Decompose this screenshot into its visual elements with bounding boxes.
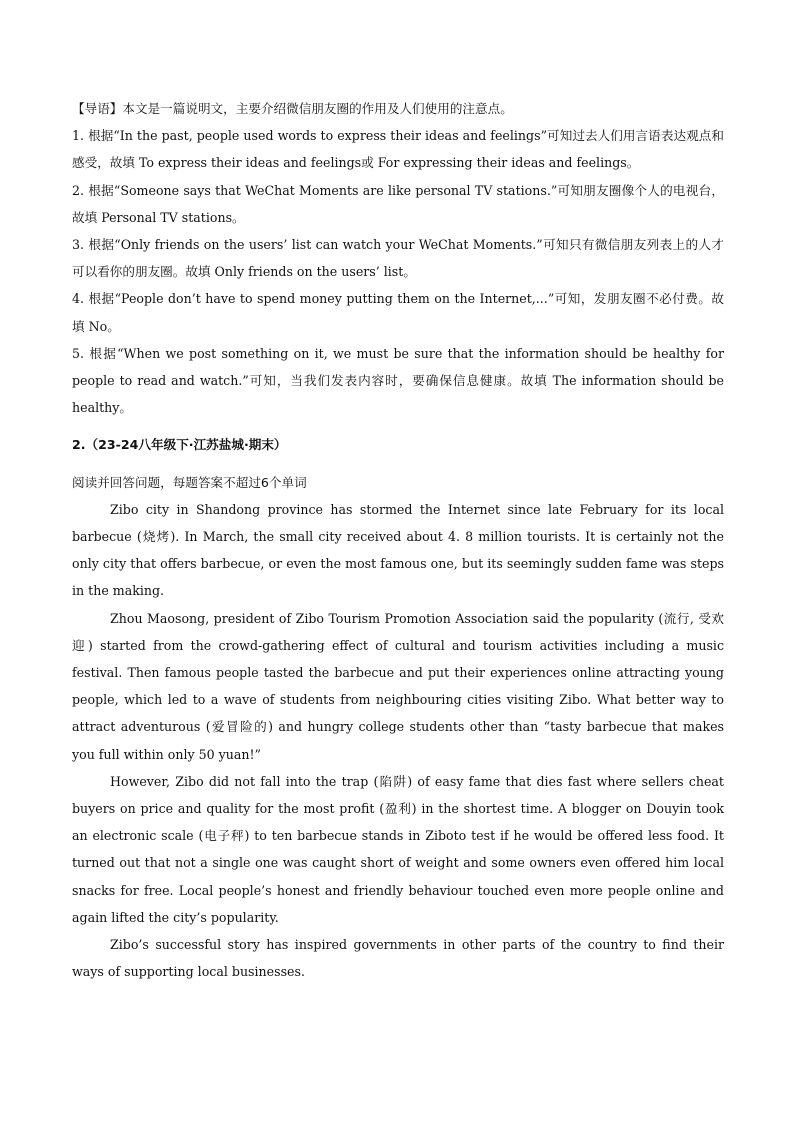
passage-paragraph-4: Zibo’s successful story has inspired governments in other parts of the country to find their ways of supporting local businesses. <box>72 937 724 980</box>
answer-1: 1. 根据“In the past, people used words to express their ideas and feelings”可知过去人们用言语表达观点和感受，故填 To express their ideas and feelings或 For expressing their ideas and feelings。 <box>72 128 724 171</box>
answer-5: 5. 根据“When we post something on it, we must be sure that the information should be healthy for people to read and watch.”可知，当我们发表内容时，要确保信息健康。故填 The information should be healthy。 <box>72 345 724 416</box>
answer-4: 4. 根据“People don’t have to spend money putting them on the Internet,...”可知，发朋友圈不必付费。故填 No。 <box>72 291 724 334</box>
passage-paragraph-3: However, Zibo did not fall into the trap (陷阱) of easy fame that dies fast where sellers cheat buyers on price and quality for the most profit (盈利) in the shortest time. A blogger on Douyin took an electronic scale (电子秤) to ten barbecue stands in Ziboto test if he would be offered less food. It turned out that not a single one was caught short of weight and some owners even offered him local snacks for free. Local people’s honest and friendly behaviour touched even more people online and again lifted the city’s popularity. <box>72 773 724 925</box>
intro-text: 【导语】本文是一篇说明文，主要介绍微信朋友圈的作用及人们使用的注意点。 <box>72 101 513 116</box>
answer-3: 3. 根据“Only friends on the users’ list can watch your WeChat Moments.”可知只有微信朋友列表上的人才可以看你的朋友圈。故填 Only friends on the users’ list。 <box>72 237 724 280</box>
passage-paragraph-1: Zibo city in Shandong province has stormed the Internet since late February for its local barbecue (烧烤). In March, the small city received about 4. 8 million tourists. It is certainly not the only city that offers barbecue, or even the most famous one, but its seemingly sudden fame was steps in the making. <box>72 501 724 599</box>
question-instruction: 阅读并回答问题，每题答案不超过6个单词 <box>72 474 307 490</box>
question-heading: 2.（23-24八年级下·江苏盐城·期末） <box>72 437 287 453</box>
answer-2: 2. 根据“Someone says that WeChat Moments are like personal TV stations.”可知朋友圈像个人的电视台，故填 Personal TV stations。 <box>72 182 724 225</box>
document-page <box>72 95 724 986</box>
passage-paragraph-2: Zhou Maosong, president of Zibo Tourism Promotion Association said the popularity (流行, 受欢迎) started from the crowd-gathering effect of cultural and tourism activities including a music festival. Then famous people tasted the barbecue and put their experiences online attracting young people, which led to a wave of students from neighbouring cities visiting Zibo. What better way to attract adventurous (爱冒险的) and hungry college students other than “tasty barbecue that makes you full within only 50 yuan!” <box>72 610 724 762</box>
